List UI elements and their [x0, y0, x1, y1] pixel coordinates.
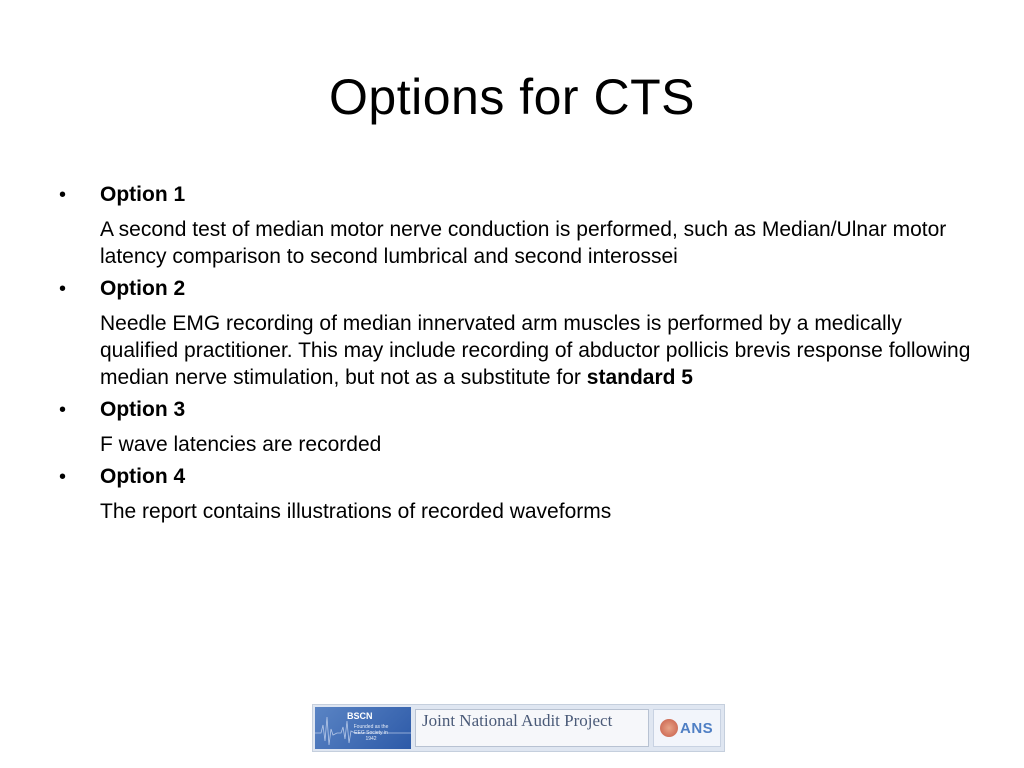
option-heading: Option 2 [100, 277, 186, 300]
options-list [59, 180, 979, 529]
option-heading: Option 4 [100, 465, 186, 488]
bscn-logo [315, 707, 411, 749]
ans-label: ANS [680, 720, 714, 737]
bscn-note: Founded as the EEG Society in 1942 [353, 724, 389, 742]
bullet-icon: • [59, 278, 67, 300]
project-title: Joint National Audit Project [415, 709, 649, 747]
bscn-name: BSCN [347, 711, 373, 721]
option-description-text: Needle EMG recording of median innervated arm muscles is performed by a medically qualified practitioner. This may include recording of abductor pollicis brevis response following median nerve stimulation, but not as a substitute for [100, 312, 971, 389]
list-item [59, 180, 979, 270]
footer-banner [312, 704, 725, 752]
option-description: The report contains illustrations of recorded waveforms [100, 500, 612, 523]
list-item [59, 395, 979, 458]
list-item [59, 274, 979, 391]
option-heading: Option 3 [100, 398, 186, 421]
seal-icon [660, 719, 678, 737]
option-description: A second test of median motor nerve conduction is performed, such as Median/Ulnar motor latency comparison to second lumbrical and second interossei [100, 218, 947, 268]
bullet-icon: • [59, 184, 67, 206]
bullet-icon: • [59, 466, 67, 488]
slide-title: Options for CTS [329, 69, 695, 125]
bullet-icon: • [59, 399, 67, 421]
ans-logo [653, 709, 721, 747]
standard-reference: standard 5 [586, 366, 693, 389]
list-item [59, 462, 979, 525]
option-description [100, 310, 979, 391]
option-heading: Option 1 [100, 183, 186, 206]
option-description: F wave latencies are recorded [100, 433, 382, 456]
